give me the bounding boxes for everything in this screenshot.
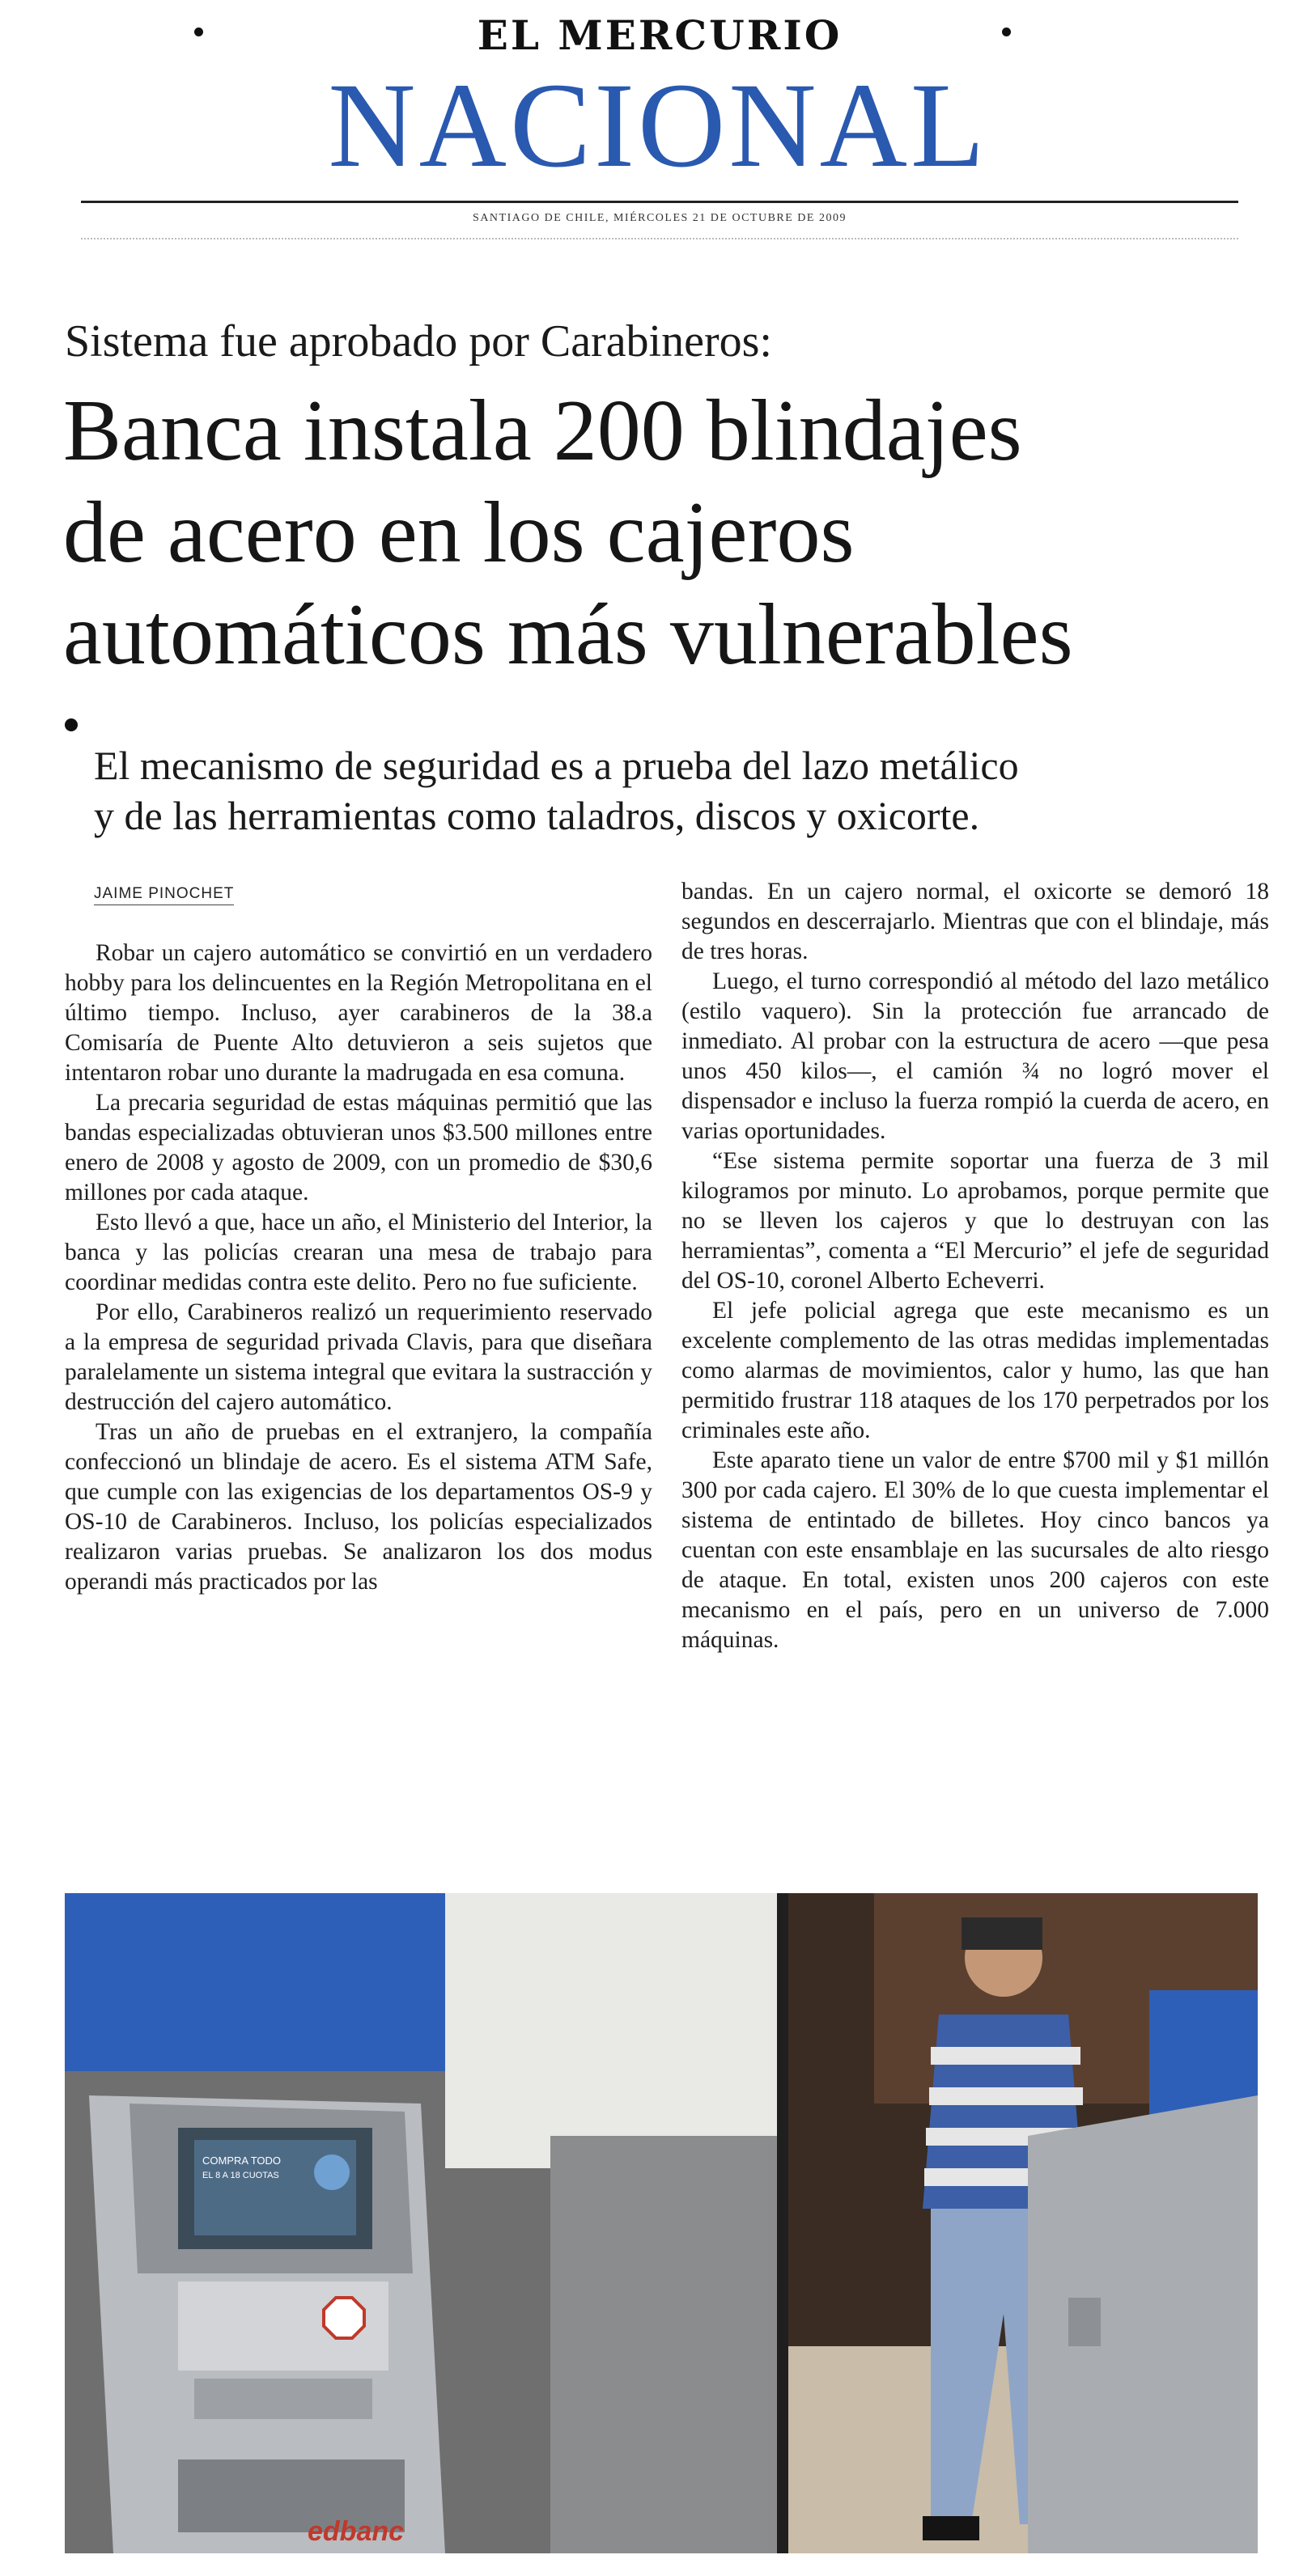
- atm-side-right: [1028, 2095, 1258, 2553]
- headline-line: de acero en los cajeros: [63, 485, 855, 581]
- paragraph: El jefe policial agrega que este mecanismo es un excelente complemento de las otras medidas implementadas como alarmas de movimientos, calor y humo, las que han permitido frustrar 118 ataques de los 170 perpetrados por los criminales este año.: [681, 1298, 1269, 1443]
- ornament-dot-right: [1002, 28, 1011, 36]
- paragraph: Tras un año de pruebas en el extranjero, la compañía confeccionó un blindaje de acero. Es el sistema ATM Safe, que cumple con las exigencias de los departamentos OS-9 y OS-10 de Carabineros. Incluso, los policías especializados realizaron varias pruebas. Se analizaron los dos modus operandi más practicados por las: [65, 1419, 652, 1595]
- atm-screen-line: COMPRA TODO: [202, 2154, 282, 2167]
- byline: JAIME PINOCHET: [94, 885, 234, 905]
- deck-line: El mecanismo de seguridad es a prueba del lazo metálico: [94, 743, 1019, 788]
- paper-name: EL MERCURIO: [477, 11, 843, 59]
- paragraph: Este aparato tiene un valor de entre $700 mil y $1 millón 300 por cada cajero. El 30% de lo que cuesta implementar el sistema de entintado de billetes. Hoy cinco bancos ya cuentan con este ensamblaje en las sucursales de alto riesgo de ataque. En total, existen unos 200 cajeros con este mecanismo en el país, pero en un universo de 7.000 máquinas.: [681, 1447, 1269, 1653]
- dateline: SANTIAGO DE CHILE, MIÉRCOLES 21 DE OCTUBRE DE 2009: [473, 212, 847, 224]
- atm-slot: [194, 2379, 372, 2419]
- bank-logo: edbanc: [308, 2516, 405, 2547]
- paragraph: Luego, el turno correspondió al método del lazo metálico (estilo vaquero). Sin la protección fue arrancado de inmediato. Al probar con la estructura de acero —que pesa unos 450 kilos—, el camión ¾ no logró mover el dispensador e incluso la fuerza rompió la cuerda de acero, en varias oportunidades.: [681, 968, 1269, 1144]
- masthead-rule: [81, 201, 1238, 203]
- paragraph: Robar un cajero automático se convirtió en un verdadero hobby para los delincuentes en la Región Metropolitana en el último tiempo. Incluso, ayer carabineros de la 38.a Comisaría de Puente Alto detuvieron a seis sujetos que intentaron robar uno durante la madrugada en esa comuna.: [65, 940, 652, 1086]
- section-title: NACIONAL: [328, 58, 988, 193]
- body-column-right: [681, 877, 1269, 1655]
- deck-line: y de las herramientas como taladros, discos y oxicorte.: [94, 793, 980, 838]
- body-column-left: [65, 938, 652, 1597]
- headline: [63, 380, 1277, 686]
- atm-screen-line: EL 8 A 18 CUOTAS: [202, 2171, 279, 2180]
- masthead: [81, 5, 1238, 61]
- headline-line: Banca instala 200 blindajes: [63, 383, 1022, 479]
- atm-scene-illustration: [65, 1893, 1258, 2553]
- headline-line: automáticos más vulnerables: [63, 587, 1073, 683]
- blue-wall: [65, 1893, 445, 2071]
- paragraph: Por ello, Carabineros realizó un requerimiento reservado a la empresa de seguridad privada Clavis, para que diseñara paralelamente un sistema integral que evitara la sustracción y destrucción del cajero automático.: [65, 1299, 652, 1415]
- paragraph: “Ese sistema permite soportar una fuerza de 3 mil kilogramos por minuto. Lo aprobamos, porque permite que no se lleven los cajeros y que lo destruyan con las herramientas”, comenta a “El Mercurio” el jefe de seguridad del OS-10, coronel Alberto Echeverri.: [681, 1148, 1269, 1294]
- kicker: Sistema fue aprobado por Carabineros:: [65, 316, 772, 366]
- paragraph: Esto llevó a que, hace un año, el Ministerio del Interior, la banca y las policías crearan una mesa de trabajo para coordinar medidas contra este delito. Pero no fue suficiente.: [65, 1210, 652, 1295]
- paragraph: La precaria seguridad de estas máquinas permitió que las bandas especializadas obtuvieran unos $3.500 millones entre enero de 2008 y agosto de 2009, con un promedio de $30,6 millones por cada ataque.: [65, 1090, 652, 1205]
- octagon-sticker: [324, 2298, 364, 2338]
- bullet-icon: [65, 718, 78, 731]
- article-photo: [65, 1893, 1258, 2553]
- dotted-rule: [81, 238, 1238, 239]
- paragraph-continuation: bandas. En un cajero normal, el oxicorte se demoró 18 segundos en descerrajarlo. Mientras que con el blindaje, más de tres horas.: [681, 879, 1269, 964]
- deck: [94, 740, 1259, 841]
